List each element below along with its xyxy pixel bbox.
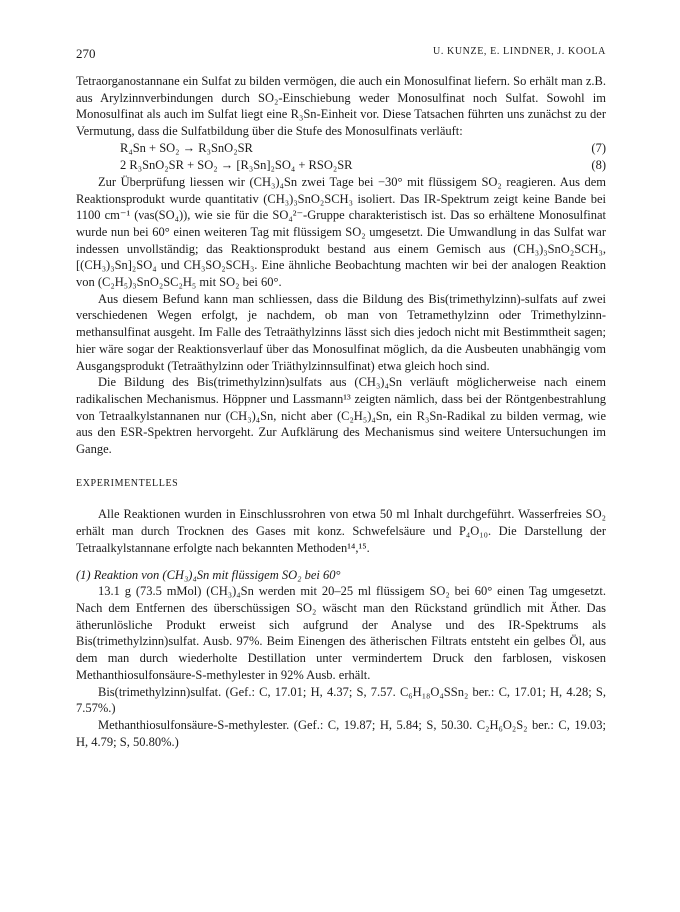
equation-8 (76, 157, 606, 174)
paragraph: Aus diesem Befund kann man schliessen, dass die Bildung des Bis(trimethylzinn)-sulfats auf zwei verschiedenen Wegen erfolgt, je nachdem, ob man von Tetramethylzinn oder Trimethylzinn-methansulfinat ausgeht. Im Falle des Tetraäthylzinns lässt sich dies jedoch nicht mit Bestimmtheit sagen; hier wäre sogar der Reaktionsverlauf über das Monosulfinat möglich, da die Ausbeuten unabhängig vom Ausgangsprodukt (Tetraäthylzinn oder Triäthylzinnsulfinat) etwa gleich hoch sind. (76, 291, 606, 373)
paragraph: Zur Überprüfung liessen wir (CH₃)₄Sn zwei Tage bei −30° mit flüssigem SO₂ reagieren. Aus dem Reaktionsprodukt wurde quantitativ (CH₃)₃SnO₂SCH₃ isoliert. Das IR-Spektrum zeigt keine Bande bei 1100 cm⁻¹ (νas(SO₄)), wie sie für die SO₄²⁻-Gruppe charakteristisch ist. Das so erhältene Monosulfinat wurde nun bei 60° einen weiteren Tag mit flüssigem SO₂ umgesetzt. Die Umwandlung in das Sulfat war indessen unvollständig; das Reaktionsprodukt bestand aus einem Gemisch aus (CH₃)₃SnO₂SCH₃, [(CH₃)₃Sn]₂SO₄ und CH₃SO₂SCH₃. Eine ähnliche Beobachtung machten wir bei der analogen Reaktion von (C₂H₅)₃SnO₂SC₂H₅ mit SO₂ bei 60°. (76, 174, 606, 290)
page-header (76, 46, 606, 64)
paragraph: Alle Reaktionen wurden in Einschlussrohren von etwa 50 ml Inhalt durchgeführt. Wasserfreies SO₂ erhält man durch Trocknen des Gases mit konz. Schwefelsäure und P₄O₁₀. Die Darstellung der Tetraalkylstannane erfolgte nach bekannten Methoden¹⁴,¹⁵. (76, 507, 606, 555)
page-body (76, 73, 606, 750)
section-heading: EXPERIMENTELLES (76, 477, 179, 489)
paragraph: Die Bildung des Bis(trimethylzinn)sulfats aus (CH₃)₄Sn verläuft möglicherweise nach einem radikalischen Mechanismus. Höppner und Lassmann¹³ zeigten nämlich, dass bei der Röntgenbestrahlung von Tetraalkylstannanen nur (CH₃)₄Sn, nicht aber (C₂H₅)₄Sn, ein R₃Sn-Radikal zu bilden vermag, wie aus den ESR-Spektren hervorgeht. Zur Aufklärung des Mechanismus sind weitere Untersuchungen im Gange. (76, 375, 606, 457)
subsection-heading: (1) Reaktion von (CH₃)₄Sn mit flüssigem SO₂ bei 60° (76, 567, 341, 582)
equation-formula: R₄Sn + SO₂ → R₃SnO₂SR (120, 140, 253, 155)
paragraph: Tetraorganostannane ein Sulfat zu bilden vermögen, die auch ein Monosulfinat liefern. So erhält man z.B. aus Arylzinnverbindungen durch SO₂-Einschiebung weder Monosulfinat noch Sulfat. Sowohl im Monosulfinat als auch im Sulfat liegt eine R₃Sn-Einheit vor. Diese Tatsachen führten uns zunächst zu der Vermutung, dass die Sulfatbildung über die Stufe des Monosulfinats verläuft: (76, 74, 606, 139)
running-head-authors: U. KUNZE, E. LINDNER, J. KOOLA (433, 46, 606, 57)
equation-number: (7) (591, 140, 606, 155)
analysis-result: Methanthiosulfonsäure-S-methylester. (Gef.: C, 19.87; H, 5.84; S, 50.30. C₂H₆O₂S₂ ber.: C, 19.03; H, 4.79; S, 50.80%.) (76, 717, 606, 749)
page-number: 270 (76, 46, 96, 61)
equation-7 (76, 140, 606, 157)
paragraph: 13.1 g (73.5 mMol) (CH₃)₄Sn werden mit 20–25 ml flüssigem SO₂ bei 60° einen Tag umgesetzt. Nach dem Entfernen des überschüssigen SO₂ wäscht man den Rückstand gründlich mit Äther. Das ätherunlösliche Produkt erweist sich aufgrund der Analyse und des IR-Spektrums als Bis(trimethylzinn)sulfat. Ausb. 97%. Beim Einengen des ätherischen Filtrats entsteht ein gelbes Öl, aus dem man durch wiederholte Destillation unter vermindertem Druck den farblosen, viskosen Methanthiosulfonsäure-S-methylester in 92% Ausb. erhält. (76, 584, 606, 682)
analysis-result: Bis(trimethylzinn)sulfat. (Gef.: C, 17.01; H, 4.37; S, 7.57. C₆H₁₈O₄SSn₂ ber.: C, 17.01; H, 4.28; S, 7.57%.) (76, 684, 606, 716)
equation-formula: 2 R₃SnO₂SR + SO₂ → [R₃Sn]₂SO₄ + RSO₂SR (120, 157, 353, 172)
equation-number: (8) (591, 157, 606, 172)
